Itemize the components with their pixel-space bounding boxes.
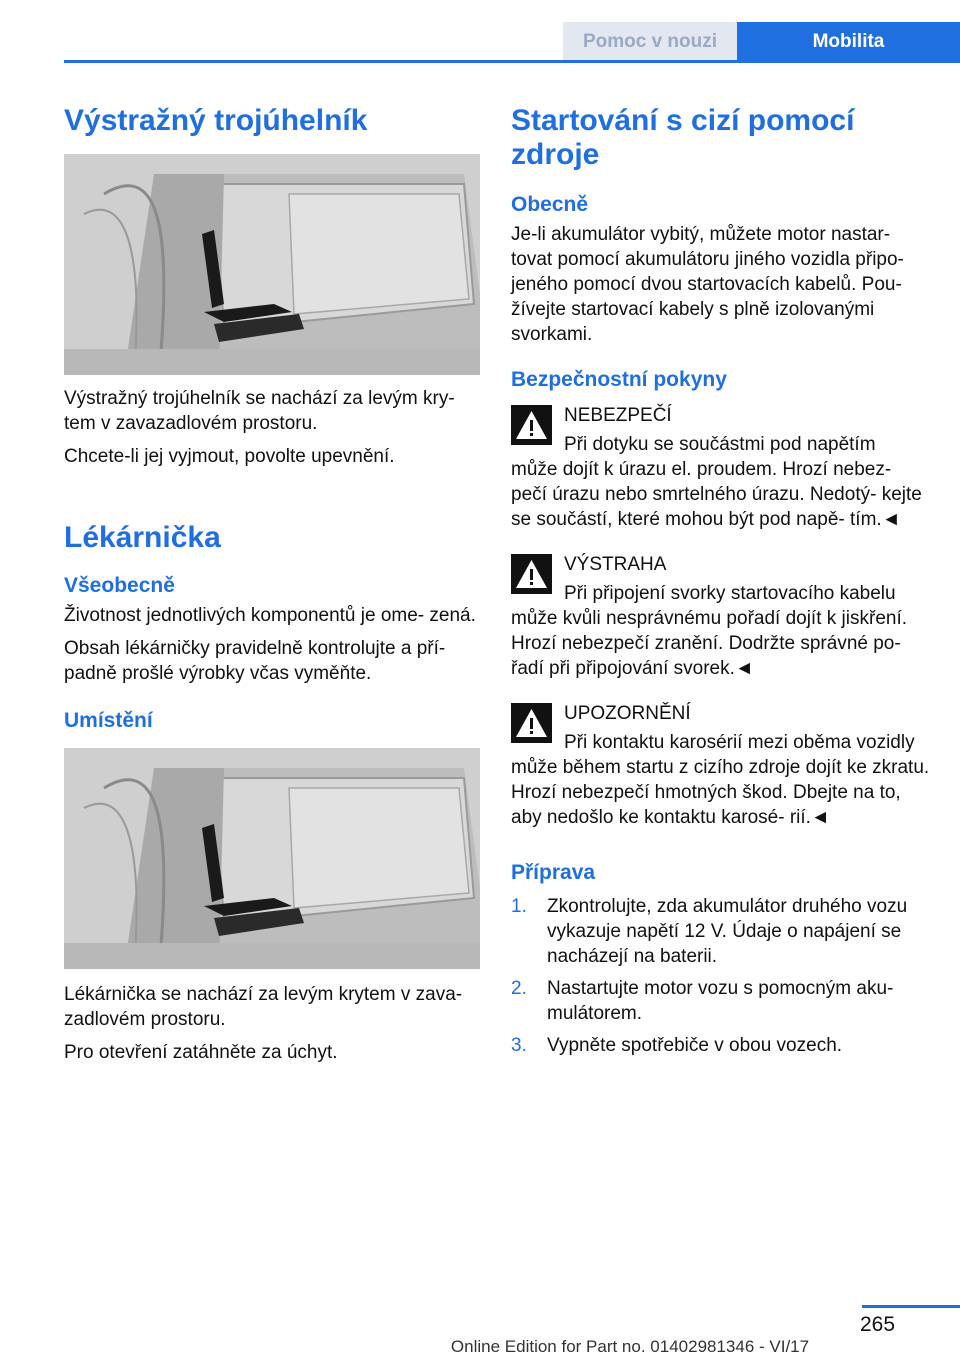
notice-body: může během startu z cizího zdroje dojít ke zkratu. Hrozí nebezpečí hmotných škod. Dbejte na to, aby nedošlo ke kontaktu karosé- rií.◄ bbox=[511, 757, 930, 828]
general-subheading: Všeobecně bbox=[64, 574, 175, 597]
notice-warning bbox=[511, 701, 931, 830]
first-aid-kit-location-text: Lékárnička se nachází za levým krytem v zava- zadlovém prostoru. bbox=[64, 984, 463, 1030]
list-item bbox=[511, 894, 931, 969]
list-item bbox=[511, 976, 931, 1026]
jump-start-general-subheading: Obecně bbox=[511, 193, 589, 216]
header-tab-mobility[interactable]: Mobilita bbox=[737, 22, 960, 62]
step-number: 3. bbox=[511, 1035, 527, 1056]
caution-body: může kvůli nesprávnému pořadí dojít k jiskření. Hrozí nebezpečí zranění. Dodržte správné po- řadí při připojování svorek.◄ bbox=[511, 608, 908, 679]
step-number: 1. bbox=[511, 896, 527, 917]
first-aid-kit-heading: Lékárnička bbox=[64, 521, 221, 554]
step-text: Zkontrolujte, zda akumulátor druhého vozu vykazuje napětí 12 V. Údaje o napájení se nacházejí na baterii. bbox=[547, 896, 908, 967]
header-tab-emergency-help[interactable]: Pomoc v nouzi bbox=[563, 22, 737, 62]
danger-label: NEBEZPEČÍ bbox=[564, 405, 672, 426]
jump-start-heading: Startování s cizí pomocí zdroje bbox=[511, 104, 855, 171]
first-aid-kit-photo bbox=[64, 748, 480, 969]
warning-triangle-heading: Výstražný trojúhelník bbox=[64, 104, 368, 137]
right-column bbox=[511, 100, 931, 1058]
general-lifespan-text: Životnost jednotlivých komponentů je ome- zená. bbox=[64, 605, 476, 626]
caution-first-line: Při připojení svorky startovacího kabelu bbox=[564, 583, 896, 604]
step-text: Nastartujte motor vozu s pomocným aku- mulátorem. bbox=[547, 978, 894, 1024]
safety-instructions-subheading: Bezpečnostní pokyny bbox=[511, 368, 727, 391]
warning-triangle-photo bbox=[64, 154, 480, 375]
warning-triangle-location-text: Výstražný trojúhelník se nachází za levým kry- tem v zavazadlovém prostoru. bbox=[64, 388, 455, 434]
list-item bbox=[511, 1033, 931, 1058]
page-number: 265 bbox=[860, 1313, 896, 1336]
location-subheading: Umístění bbox=[64, 709, 153, 732]
general-check-text: Obsah lékárničky pravidelně kontrolujte a pří- padně prošlé výrobky včas vyměňte. bbox=[64, 638, 446, 684]
step-number: 2. bbox=[511, 978, 527, 999]
edition-footer: Online Edition for Part no. 01402981346 - VI/17 bbox=[450, 1337, 810, 1356]
left-column bbox=[64, 100, 482, 1065]
danger-warning bbox=[511, 403, 931, 532]
caution-label: VÝSTRAHA bbox=[564, 554, 667, 575]
header-divider bbox=[64, 60, 960, 63]
warning-triangle-remove-text: Chcete-li jej vyjmout, povolte upevnění. bbox=[64, 446, 395, 467]
caution-warning bbox=[511, 552, 931, 681]
first-aid-kit-open-text: Pro otevření zatáhněte za úchyt. bbox=[64, 1042, 338, 1063]
warning-triangle-icon bbox=[511, 554, 552, 594]
preparation-subheading: Příprava bbox=[511, 861, 596, 884]
notice-first-line: Při kontaktu karosérií mezi oběma vozidly bbox=[564, 732, 915, 753]
footer-divider bbox=[862, 1305, 960, 1308]
jump-start-general-text: Je-li akumulátor vybitý, můžete motor nastar- tovat pomocí akumulátoru jiného vozidla připo- jeného pomocí dvou startovacích kabelů. Pou- žívejte startovací kabely s plně izolovanými svorkami. bbox=[511, 224, 904, 345]
step-text: Vypněte spotřebiče v obou vozech. bbox=[547, 1035, 843, 1056]
preparation-steps bbox=[511, 894, 931, 1058]
danger-body: může dojít k úrazu el. proudem. Hrozí nebez- pečí úrazu nebo smrtelného úrazu. Nedotý- kejte se součástí, které mohou být pod napě- tím.◄ bbox=[511, 459, 922, 530]
warning-triangle-icon bbox=[511, 703, 552, 743]
danger-first-line: Při dotyku se součástmi pod napětím bbox=[564, 434, 876, 455]
notice-label: UPOZORNĚNÍ bbox=[564, 703, 691, 724]
warning-triangle-icon bbox=[511, 405, 552, 445]
